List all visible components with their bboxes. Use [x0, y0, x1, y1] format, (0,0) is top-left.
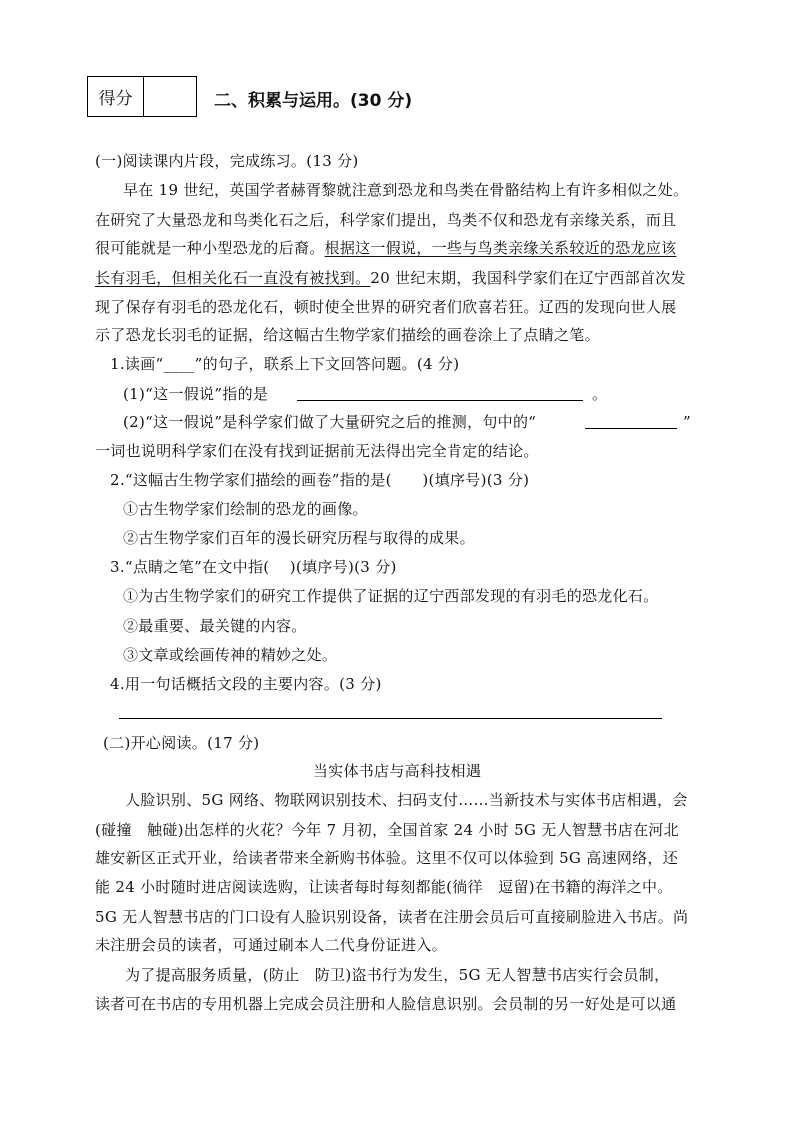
article-line-2: (碰撞 触碰)出怎样的火花？今年 7 月初，全国首家 24 小时 5G 无人智慧书店在河北	[95, 821, 679, 839]
article-line-8: 读者可在书店的专用机器上完成会员注册和人脸信息识别。会员制的另一好处是可以通	[95, 995, 677, 1013]
score-label: 得分	[88, 77, 144, 116]
article-line-4: 能 24 小时随时进店阅读选购，让读者每时每刻都能(徜徉 逗留)在书籍的海洋之中。	[95, 878, 673, 896]
question-1: 1.读画“____”的句子，联系上下文回答问题。(4 分)	[110, 355, 460, 373]
article-line-5: 5G 无人智慧书店的门口设有人脸识别设备，读者在注册会员后可直接刷脸进入书店。尚	[95, 908, 689, 926]
question-1-2-continued: 一词也说明科学家们在没有找到证据前无法得出完全肯定的结论。	[95, 442, 539, 460]
article-line-7: 为了提高服务质量，(防止 防卫)盗书行为发生，5G 无人智慧书店实行会员制，	[125, 966, 670, 984]
passage-line-6: 示了恐龙长羽毛的证据，给这幅古生物学家们描绘的画卷涂上了点睛之笔。	[95, 326, 600, 344]
article-line-3: 雄安新区正式开业，给读者带来全新购书体验。这里不仅可以体验到 5G 高速网络，还	[95, 849, 679, 867]
question-1-2-end: ”	[683, 413, 691, 431]
question-1-2: (2)“这一假说”是科学家们做了大量研究之后的推测，句中的“	[123, 413, 537, 431]
question-4: 4.用一句话概括文段的主要内容。(3 分)	[110, 675, 382, 693]
score-entry-cell[interactable]	[144, 77, 196, 116]
passage-line-5: 现了保存有羽毛的恐龙化石，顿时使全世界的研究者们欣喜若狂。辽西的发现向世人展	[95, 298, 677, 316]
article-line-1: 人脸识别、5G 网络、物联网识别技术、扫码支付……当新技术与实体书店相遇，会	[125, 791, 688, 809]
question-2: 2.“这幅古生物学家们描绘的画卷”指的是( )(填序号)(3 分)	[110, 471, 530, 489]
question-1-1-prompt: (1)“这一假说”指的是	[123, 385, 269, 403]
underlined-sentence-part1: 根据这一假说，一些与鸟类亲缘关系较近的恐龙应该	[324, 239, 677, 257]
question-2-option-1: ①古生物学家们绘制的恐龙的画像。	[123, 500, 368, 518]
passage-line-2: 在研究了大量恐龙和鸟类化石之后，科学家们提出，鸟类不仅和恐龙有亲缘关系，而且	[95, 211, 677, 229]
part1-title: (一)阅读课内片段，完成练习。(13 分)	[95, 152, 359, 170]
question-3-option-3: ③文章或绘画传神的精妙之处。	[123, 646, 338, 664]
passage-line-4-text: 20 世纪末期，我国科学家们在辽宁西部首次发	[370, 269, 686, 287]
question-2-option-2: ②古生物学家们百年的漫长研究历程与取得的成果。	[123, 529, 475, 547]
question-3: 3.“点睛之笔”在文中指( )(填序号)(3 分)	[110, 558, 397, 576]
article-title: 当实体书店与高科技相遇	[312, 762, 482, 780]
passage-line-3	[95, 238, 676, 258]
article-line-6: 未注册会员的读者，可通过刷本人二代身份证进入。	[95, 936, 447, 954]
answer-blank-1-1[interactable]	[297, 400, 583, 401]
underlined-sentence-part2: 长有羽毛，但相关化石一直没有被找到。	[95, 269, 371, 287]
question-1-1	[123, 384, 268, 404]
question-1-1-end: 。	[592, 385, 608, 403]
answer-line-4[interactable]	[119, 718, 662, 719]
passage-line-1: 早在 19 世纪，英国学者赫胥黎就注意到恐龙和鸟类在骨骼结构上有许多相似之处。	[123, 181, 689, 199]
passage-line-4	[95, 268, 686, 288]
part2-title: (二)开心阅读。(17 分)	[103, 734, 260, 752]
score-box	[87, 76, 197, 117]
passage-line-3-text: 很可能就是一种小型恐龙的后裔。	[95, 239, 325, 257]
section-title: 二、积累与运用。(30 分)	[214, 91, 413, 111]
question-3-option-2: ②最重要、最关键的内容。	[123, 617, 307, 635]
answer-blank-1-2[interactable]	[585, 428, 677, 429]
question-3-option-1: ①为古生物学家们的研究工作提供了证据的辽宁西部发现的有羽毛的恐龙化石。	[123, 587, 659, 605]
